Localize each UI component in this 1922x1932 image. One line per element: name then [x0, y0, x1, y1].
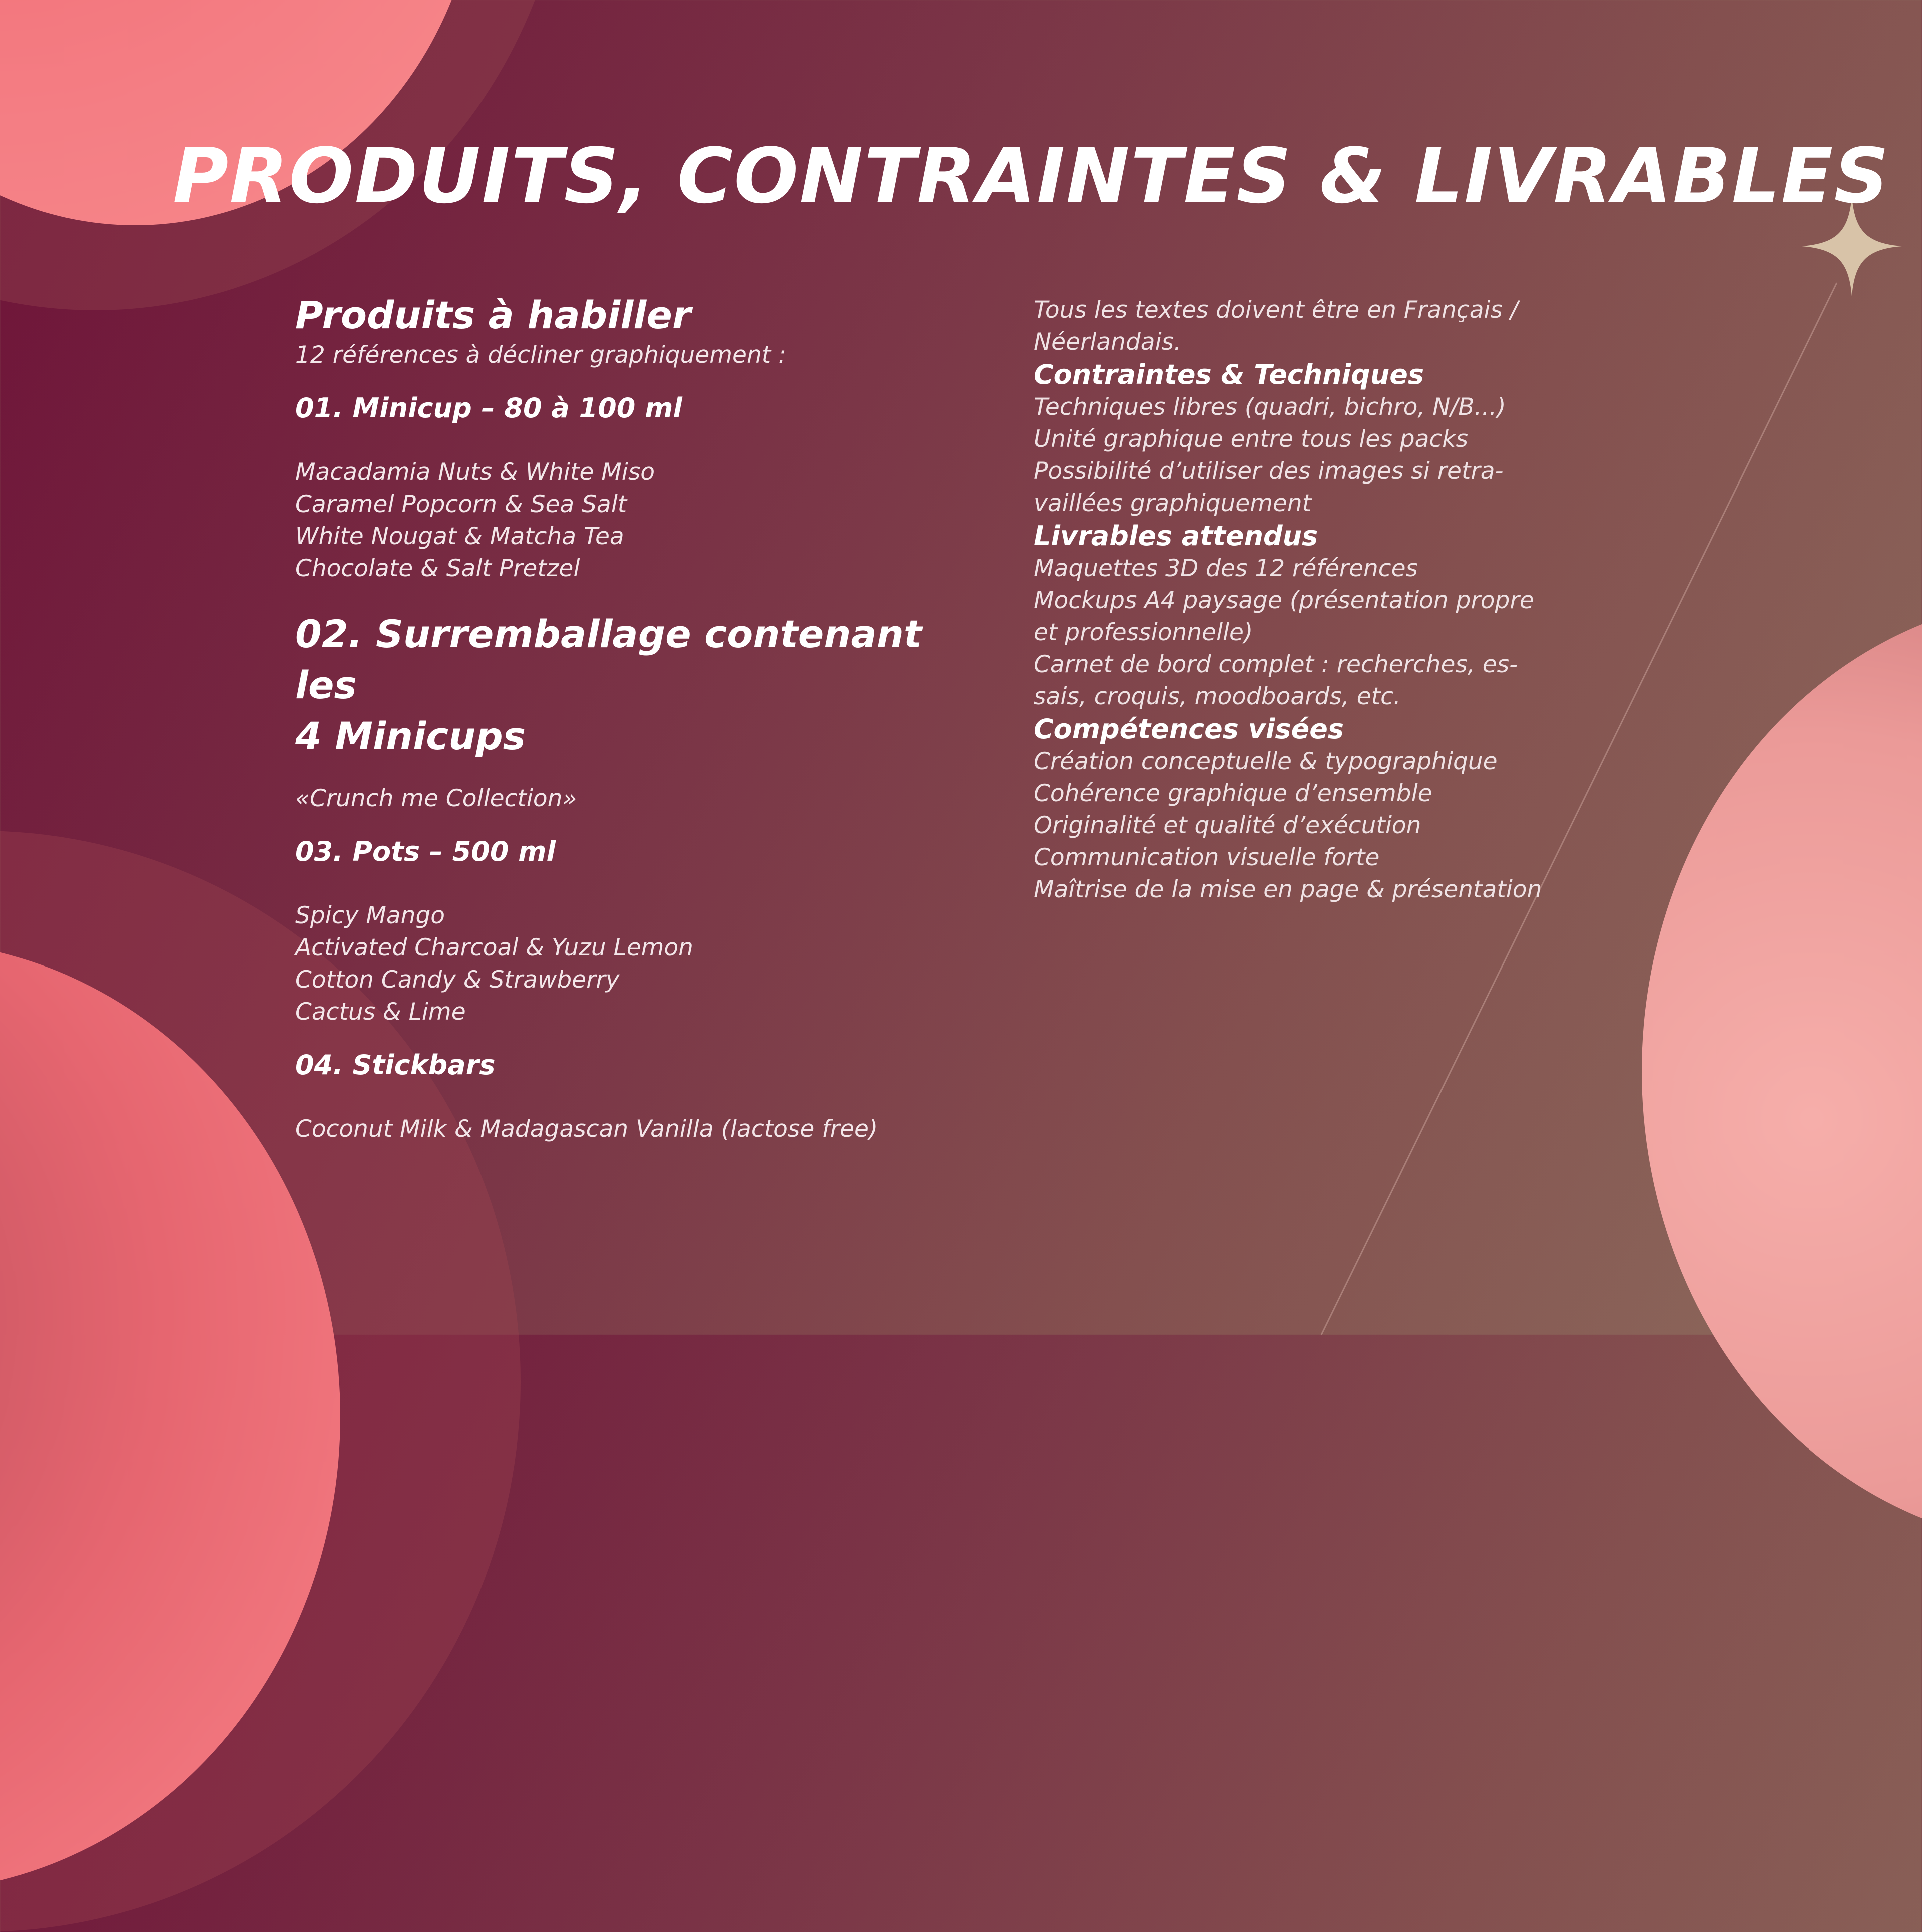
list-item: vaillées graphiquement — [1034, 490, 1312, 517]
list-item: Unité graphique entre tous les packs — [1034, 425, 1468, 453]
list-item: Maquettes 3D des 12 références — [1034, 555, 1418, 582]
section-heading-deliverables: Livrables attendus — [1034, 520, 1318, 552]
list-item: Carnet de bord complet : recherches, es- — [1034, 651, 1518, 678]
list-item: sais, croquis, moodboards, etc. — [1034, 683, 1401, 710]
language-note-line2: Néerlandais. — [1034, 328, 1182, 356]
list-item: Possibilité d’utiliser des images si retra- — [1034, 457, 1504, 485]
list-item: Communication visuelle forte — [1034, 844, 1380, 871]
list-item: Originalité et qualité d’exécution — [1034, 812, 1421, 839]
product-title-stickbars: 04. Stickbars — [295, 1049, 496, 1081]
product-title-minicup: 01. Minicup – 80 à 100 ml — [295, 392, 682, 424]
list-item: Caramel Popcorn & Sea Salt — [295, 490, 627, 518]
products-intro: 12 références à décliner graphiquement : — [295, 341, 786, 369]
list-item: et professionnelle) — [1034, 619, 1253, 646]
product-title-pots: 03. Pots – 500 ml — [295, 835, 556, 867]
language-note-line1: Tous les textes doivent être en Français / — [1034, 296, 1518, 324]
list-item: White Nougat & Matcha Tea — [295, 522, 624, 550]
list-item: Techniques libres (quadri, bichro, N/B...) — [1034, 393, 1506, 421]
list-item: Création conceptuelle & typographique — [1034, 748, 1498, 775]
list-item: Activated Charcoal & Yuzu Lemon — [295, 933, 693, 961]
list-item: «Crunch me Collection» — [295, 784, 577, 812]
product-title-surremballage-line1: 02. Surremballage contenant les — [295, 611, 922, 707]
product-title-surremballage-line2: 4 Minicups — [295, 713, 526, 758]
products-column — [295, 294, 946, 1145]
list-item: Spicy Mango — [295, 901, 445, 929]
constraints-column — [1034, 294, 1574, 906]
list-item: Cohérence graphique d’ensemble — [1034, 780, 1432, 807]
list-item: Coconut Milk & Madagascan Vanilla (lactose free) — [295, 1115, 878, 1143]
products-heading: Produits à habiller — [295, 293, 691, 337]
list-item: Maîtrise de la mise en page & présentation — [1034, 876, 1542, 903]
page-title: PRODUITS, CONTRAINTES & LIVRABLES — [173, 132, 1890, 220]
list-item: Mockups A4 paysage (présentation propre — [1034, 587, 1534, 614]
section-heading-skills: Compétences visées — [1034, 713, 1344, 745]
list-item: Cactus & Lime — [295, 998, 466, 1026]
list-item: Cotton Candy & Strawberry — [295, 965, 620, 994]
list-item: Macadamia Nuts & White Miso — [295, 458, 655, 486]
section-heading-constraints: Contraintes & Techniques — [1034, 359, 1424, 390]
list-item: Chocolate & Salt Pretzel — [295, 554, 580, 582]
